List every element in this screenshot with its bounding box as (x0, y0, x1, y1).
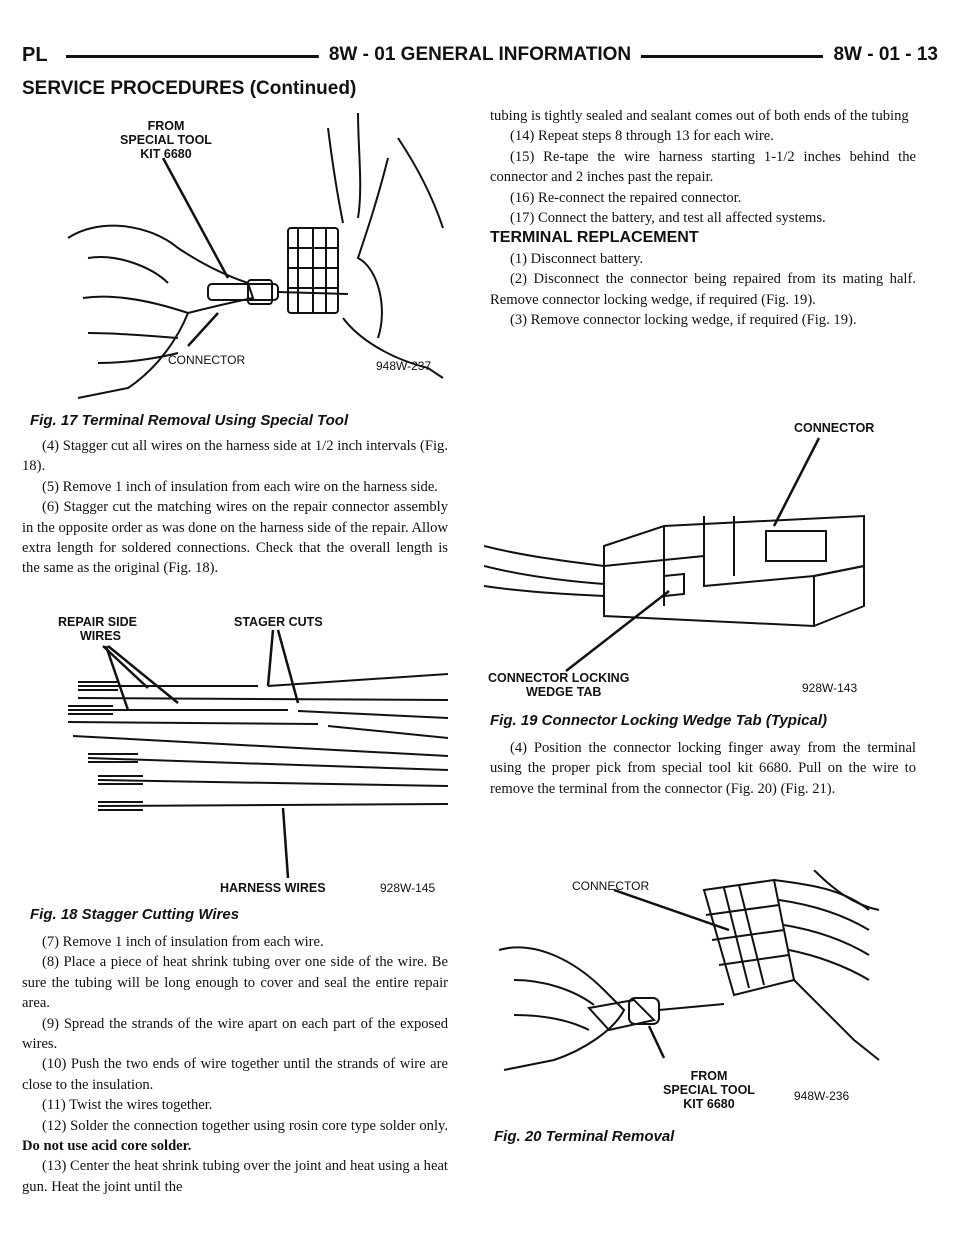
fig17-figure-code: 948W-237 (376, 359, 432, 373)
fig19-figure-code: 928W-143 (802, 681, 858, 695)
step-8-paragraph: (8) Place a piece of heat shrink tubing over one side of the wire. Be sure the tubing will be long enough to cover and seal the entire repair area. (22, 954, 448, 1012)
fig18-label-harness-wires: HARNESS WIRES (220, 881, 326, 895)
fig18-figure-code: 928W-145 (380, 881, 436, 895)
left-column-text-a (22, 436, 448, 579)
fig17-label-tool-1: FROM (147, 119, 185, 133)
page-header (22, 42, 938, 72)
step-12-text: (12) Solder the connection together using rosin core type solder only. (42, 1117, 448, 1134)
step-9-paragraph: (9) Spread the strands of the wire apart on each part of the exposed wires. (22, 1015, 448, 1053)
figure-20 (494, 870, 884, 1120)
fig17-label-tool-3: KIT 6680 (140, 147, 192, 161)
step-6-paragraph: (6) Stagger cut the matching wires on the repair connector assembly in the opposite order as was done on the harness side of the repair. Allow extra length for soldered connections. Check that the overall length is the same as the original (Fig. 18). (22, 499, 448, 577)
header-page-number: 8W - 01 - 13 (823, 44, 938, 66)
figure-19-illustration (484, 416, 884, 706)
terminal-step-1: (1) Disconnect battery. (510, 250, 644, 267)
step-11-paragraph: (11) Twist the wires together. (42, 1097, 213, 1114)
figure-20-caption: Fig. 20 Terminal Removal (494, 1128, 675, 1145)
terminal-replacement-heading: TERMINAL REPLACEMENT (490, 229, 699, 247)
step-14-paragraph: (14) Repeat steps 8 through 13 for each wire. (510, 128, 774, 145)
step-12-warning: Do not use acid core solder. (22, 1138, 192, 1155)
fig20-figure-code: 948W-236 (794, 1089, 850, 1103)
step-16-paragraph: (16) Re-connect the repaired connector. (510, 189, 742, 206)
fig20-label-tool-1: FROM (690, 1069, 728, 1083)
step-17-paragraph: (17) Connect the battery, and test all affected systems. (510, 210, 826, 227)
terminal-step-4: (4) Position the connector locking finger away from the terminal using the proper pick from special tool kit 6680. Pull on the wire to remove the terminal from the connector (Fig. 20) (Fig. 21). (490, 740, 916, 797)
step-4-paragraph: (4) Stagger cut all wires on the harness side at 1/2 inch intervals (Fig. 18). (22, 438, 448, 475)
fig20-label-tool-2: SPECIAL TOOL (663, 1083, 755, 1097)
fig18-label-repair-2: WIRES (80, 629, 121, 643)
figure-17 (58, 108, 448, 406)
step-5-paragraph: (5) Remove 1 inch of insulation from each wire on the harness side. (42, 478, 438, 495)
fig19-label-wedge-2: WEDGE TAB (526, 685, 602, 699)
right-column-text-b (490, 738, 916, 799)
step-15-paragraph: (15) Re-tape the wire harness starting 1-1/2 inches behind the connector and 2 inches past the repair. (490, 148, 916, 186)
fig18-label-repair-1: REPAIR SIDE (58, 615, 137, 629)
right-column-text-a (490, 106, 916, 330)
step-12-paragraph (22, 1116, 448, 1157)
fig18-label-stager-cuts: STAGER CUTS (234, 615, 323, 629)
fig20-label-connector: CONNECTOR (572, 879, 650, 893)
step-10-paragraph: (10) Push the two ends of wire together until the strands of wire are close to the insulation. (22, 1056, 448, 1093)
fig17-label-connector: CONNECTOR (168, 353, 246, 367)
section-title: SERVICE PROCEDURES (Continued) (22, 78, 357, 99)
terminal-step-3: (3) Remove connector locking wedge, if required (Fig. 19). (510, 312, 857, 329)
step-13-paragraph: (13) Center the heat shrink tubing over the joint and heat using a heat gun. Heat the joint until the (22, 1158, 448, 1195)
figure-17-illustration (58, 108, 448, 406)
step-13-continuation: tubing is tightly sealed and sealant comes out of both ends of the tubing (490, 108, 909, 124)
figure-18-illustration (58, 608, 448, 910)
step-7-paragraph: (7) Remove 1 inch of insulation from each wire. (42, 934, 324, 950)
header-model-code: PL (22, 44, 48, 66)
figure-19-caption: Fig. 19 Connector Locking Wedge Tab (Typical) (490, 712, 827, 729)
figure-17-caption: Fig. 17 Terminal Removal Using Special Tool (30, 412, 349, 429)
fig19-label-wedge-1: CONNECTOR LOCKING (488, 671, 630, 685)
figure-19 (484, 416, 884, 706)
figure-20-illustration (494, 870, 884, 1120)
figure-18-caption: Fig. 18 Stagger Cutting Wires (30, 906, 240, 923)
left-column-text-b (22, 932, 448, 1197)
fig19-label-connector: CONNECTOR (794, 421, 875, 435)
fig17-label-tool-2: SPECIAL TOOL (120, 133, 212, 147)
terminal-step-2: (2) Disconnect the connector being repaired from its mating half. Remove connector locking wedge, if required (Fig. 19). (490, 271, 916, 308)
fig20-label-tool-3: KIT 6680 (683, 1097, 735, 1111)
header-section-title: 8W - 01 GENERAL INFORMATION (319, 44, 641, 66)
figure-18 (58, 608, 448, 910)
